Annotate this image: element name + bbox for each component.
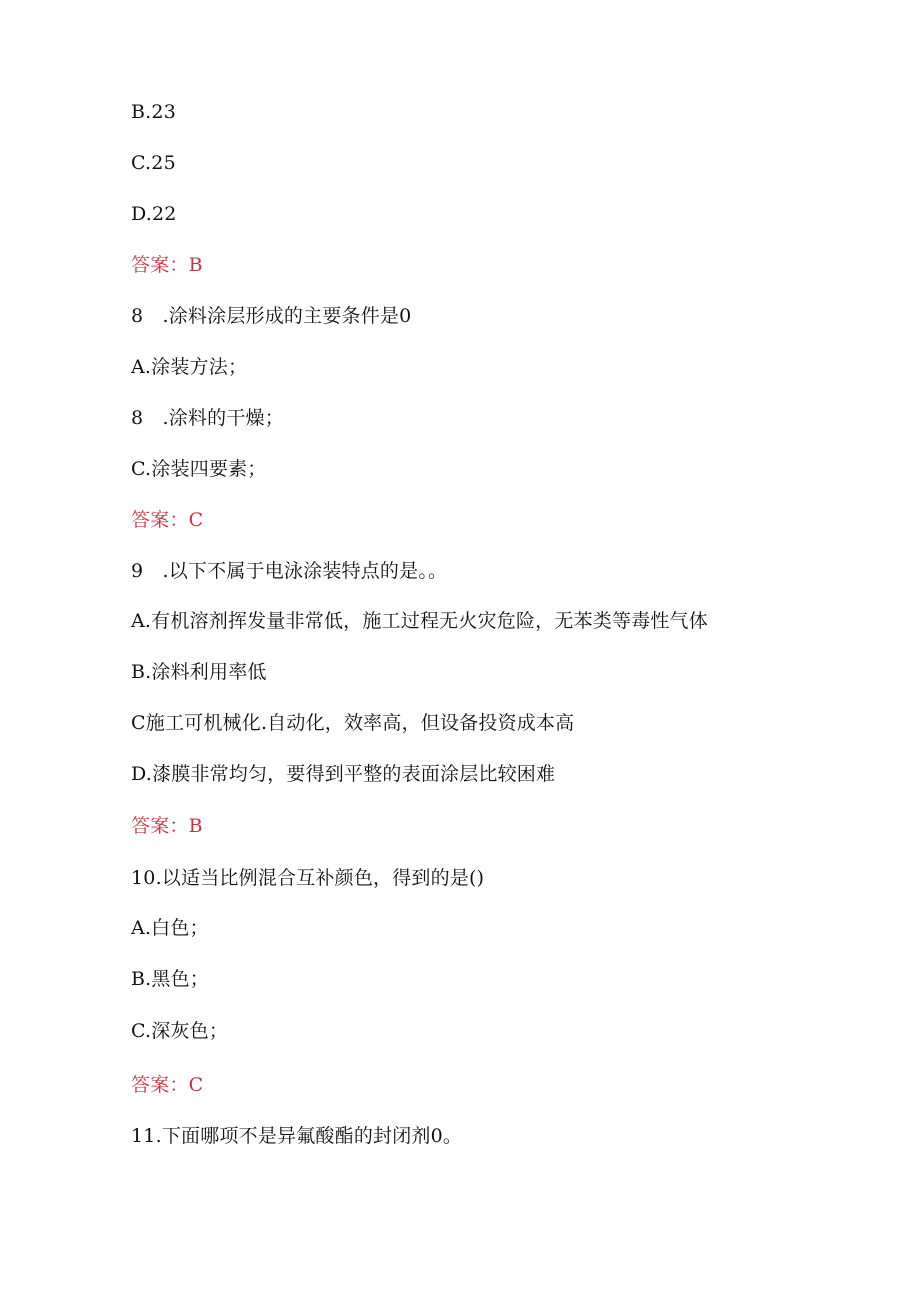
option-text: B.涂料利用率低 xyxy=(131,661,267,683)
answer-label: 答案： xyxy=(131,254,189,276)
answer-line xyxy=(131,253,203,277)
question-text: 9 .以下不属于电泳涂装特点的是。。 xyxy=(131,560,448,582)
answer-value: B xyxy=(188,254,203,276)
answer-line xyxy=(131,814,203,838)
answer-line xyxy=(131,1073,203,1097)
option-text: B.黑色； xyxy=(131,968,210,990)
option-text: C施工可机械化.自动化，效率高，但设备投资成本高 xyxy=(131,712,575,734)
answer-label: 答案： xyxy=(131,1074,189,1096)
option-text: C.25 xyxy=(131,152,176,174)
option-text: D.22 xyxy=(131,203,177,225)
option-text: A.白色； xyxy=(131,917,209,939)
option-text: A.有机溶剂挥发量非常低，施工过程无火灾危险，无苯类等毒性气体 xyxy=(131,610,708,632)
question-text: 11.下面哪项不是异氟酸酯的封闭剂0。 xyxy=(131,1125,463,1147)
answer-value: C xyxy=(188,1074,204,1096)
option-text: 8 .涂料的干燥； xyxy=(131,407,284,429)
answer-value: C xyxy=(188,509,204,531)
option-text: C.涂装四要素； xyxy=(131,458,267,480)
answer-label: 答案： xyxy=(131,815,189,837)
question-text: 10.以适当比例混合互补颜色，得到的是() xyxy=(131,867,485,889)
option-text: B.23 xyxy=(131,101,176,123)
option-text: D.漆膜非常均匀，要得到平整的表面涂层比较困难 xyxy=(131,763,556,785)
option-text: C.深灰色； xyxy=(131,1020,229,1042)
question-text: 8 .涂料涂层形成的主要条件是0 xyxy=(131,305,412,327)
answer-label: 答案： xyxy=(131,509,189,531)
option-text: A.涂装方法； xyxy=(131,356,248,378)
answer-value: B xyxy=(188,815,203,837)
answer-line xyxy=(131,508,203,532)
